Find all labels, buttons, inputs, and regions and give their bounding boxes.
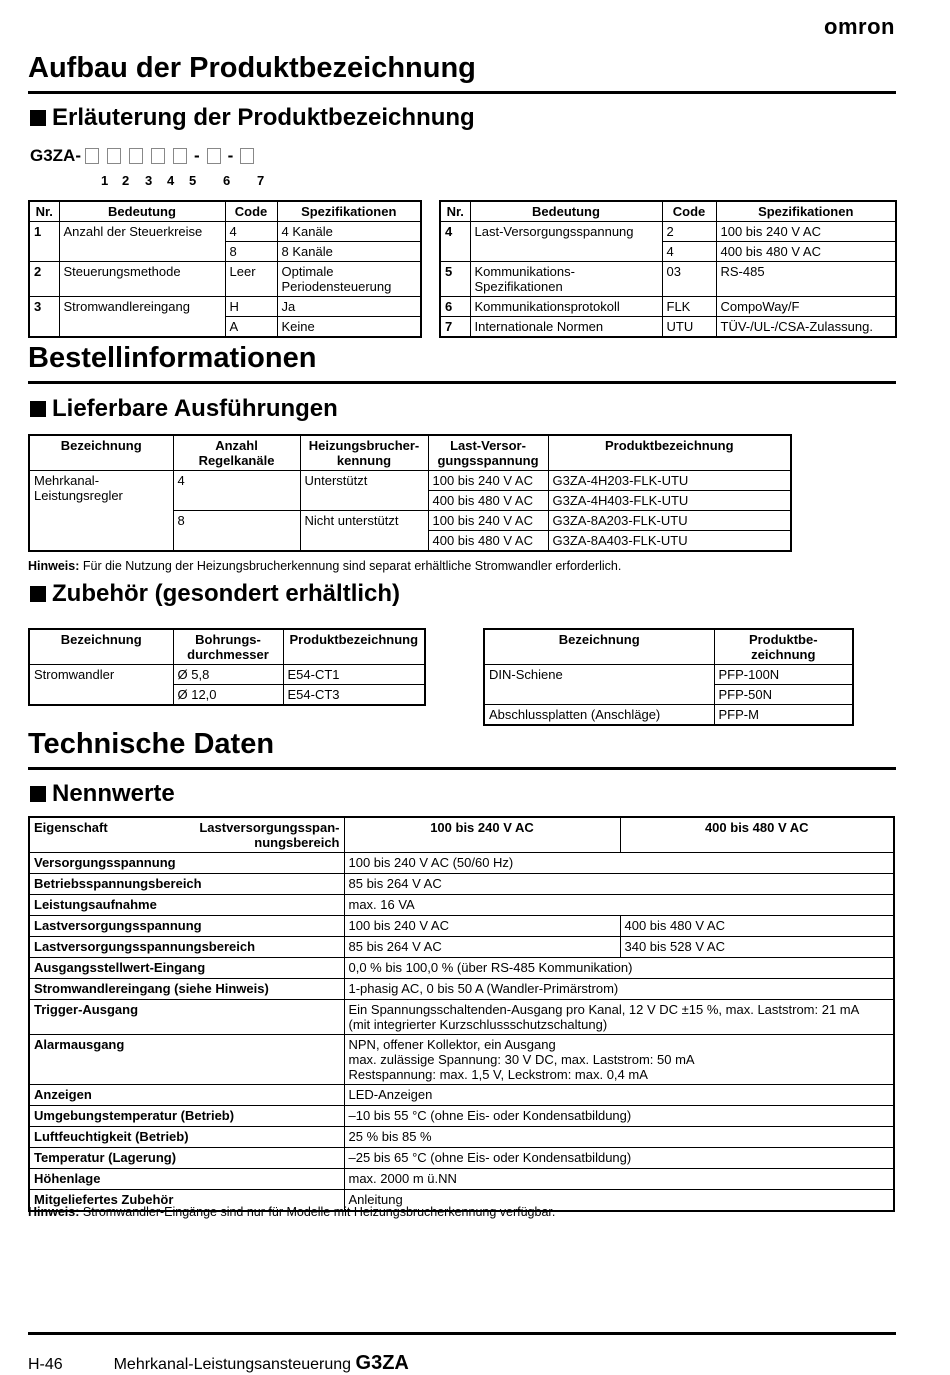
code-digit: 3	[145, 173, 153, 188]
col-header: Bohrungs-durchmesser	[173, 629, 283, 665]
property-label: Alarmausgang	[29, 1035, 344, 1085]
col-header: Spezifikationen	[716, 201, 896, 222]
property-value: 1-phasig AC, 0 bis 50 A (Wandler-Primärstrom)	[344, 979, 894, 1000]
section-title: Bestellinformationen	[28, 342, 317, 374]
property-label: Lastversorgungsspannung	[29, 916, 344, 937]
section-title: Technische Daten	[28, 728, 275, 760]
heading-text: Lieferbare Ausführungen	[52, 395, 338, 422]
table-row: 400 bis 480 V AC G3ZA-4H403-FLK-UTU	[29, 491, 791, 511]
code-table-right	[439, 200, 897, 338]
col-header: Bedeutung	[59, 201, 225, 222]
footer-model: G3ZA	[355, 1352, 409, 1374]
table-row: 8 Nicht unterstützt 100 bis 240 V AC G3ZA-8A203-FLK-UTU	[29, 511, 791, 531]
table-row	[29, 895, 894, 916]
table-row: Abschlussplatten (Anschläge) PFP-M	[484, 705, 853, 726]
table-row: 7 Internationale Normen UTU TÜV-/UL-/CSA-Zulassung.	[440, 317, 896, 338]
property-value: –25 bis 65 °C (ohne Eis- oder Kondensatbildung)	[344, 1148, 894, 1169]
col-header: 400 bis 480 V AC	[620, 817, 894, 853]
col-header: Bedeutung	[470, 201, 662, 222]
table-row	[29, 958, 894, 979]
heading-text: Erläuterung der Produktbezeichnung	[52, 104, 475, 131]
property-label: Mitgeliefertes Zubehör	[29, 1190, 344, 1212]
property-label: Lastversorgungsspannungsbereich	[29, 937, 344, 958]
property-label: Temperatur (Lagerung)	[29, 1148, 344, 1169]
table-row: 4 Last-Versorgungsspannung 2 100 bis 240 V AC	[440, 222, 896, 242]
col-header: Spezifikationen	[277, 201, 421, 222]
code-box	[107, 148, 121, 164]
property-value: 85 bis 264 V AC	[344, 937, 620, 958]
table-row: 6 Kommunikationsprotokoll FLK CompoWay/F	[440, 297, 896, 317]
nennwerte-note: Hinweis: Stromwandler-Eingänge sind nur für Modelle mit Heizungsbrucherkennung verfügbar.	[28, 1205, 556, 1219]
square-bullet-icon	[30, 401, 46, 417]
square-bullet-icon	[30, 110, 46, 126]
property-label: Anzeigen	[29, 1085, 344, 1106]
property-value: 100 bis 240 V AC (50/60 Hz)	[344, 853, 894, 874]
table-row	[29, 979, 894, 1000]
col-header: Bezeichnung	[29, 629, 173, 665]
property-value: 0,0 % bis 100,0 % (über RS-485 Kommunikation)	[344, 958, 894, 979]
property-label: Luftfeuchtigkeit (Betrieb)	[29, 1127, 344, 1148]
footer-rule	[28, 1332, 896, 1335]
property-label: Betriebsspannungsbereich	[29, 874, 344, 895]
table-row: 8 8 Kanäle	[29, 242, 421, 262]
col-header: Produktbezeichnung	[283, 629, 425, 665]
section-heading	[28, 580, 400, 608]
table-row	[29, 874, 894, 895]
property-value: 25 % bis 85 %	[344, 1127, 894, 1148]
nennwerte-table	[28, 816, 895, 1212]
table-row	[29, 1000, 894, 1035]
code-digit: 6	[223, 173, 231, 188]
property-value: Ein Spannungsschaltenden-Ausgang pro Kanal, 12 V DC ±15 %, max. Laststrom: 21 mA (mit integrierter Kurzschlussschutzschaltung)	[344, 1000, 894, 1035]
property-value: Anleitung	[344, 1190, 894, 1212]
property-value: NPN, offener Kollektor, ein Ausgang max. zulässige Spannung: 30 V DC, max. Laststrom: 50 mA Restspannung: max. 1,5 V, Leckstrom: max. 0,4 mA	[344, 1035, 894, 1085]
table-row	[29, 1127, 894, 1148]
code-box	[207, 148, 221, 164]
property-label: Trigger-Ausgang	[29, 1000, 344, 1035]
code-digit: 1	[101, 173, 109, 188]
table-row: 2 Steuerungsmethode Leer Optimale Periodensteuerung	[29, 262, 421, 297]
property-value: –10 bis 55 °C (ohne Eis- oder Kondensatbildung)	[344, 1106, 894, 1127]
col-header: Code	[662, 201, 716, 222]
code-box	[85, 148, 99, 164]
table-row: 3 Stromwandlereingang H Ja	[29, 297, 421, 317]
table-row: 400 bis 480 V AC G3ZA-8A403-FLK-UTU	[29, 531, 791, 552]
page-title: Aufbau der Produktbezeichnung	[28, 52, 476, 84]
property-value: max. 2000 m ü.NN	[344, 1169, 894, 1190]
model-prefix: G3ZA-	[30, 146, 81, 165]
model-code-pattern: G3ZA- - -	[30, 146, 258, 166]
col-header: Code	[225, 201, 277, 222]
table-row	[29, 1106, 894, 1127]
title-rule	[28, 91, 896, 94]
table-row	[29, 853, 894, 874]
table-row	[29, 1169, 894, 1190]
title-rule	[28, 381, 896, 384]
lieferbar-table	[28, 434, 792, 552]
table-row: 5 Kommunikations-Spezifikationen 03 RS-485	[440, 262, 896, 297]
code-digit: 2	[122, 173, 130, 188]
table-row	[29, 937, 894, 958]
property-label: Stromwandlereingang (siehe Hinweis)	[29, 979, 344, 1000]
col-header: Nr.	[29, 201, 59, 222]
footer-title: Mehrkanal-Leistungsansteuerung	[113, 1356, 352, 1373]
code-digit: 4	[167, 173, 175, 188]
col-header: Bezeichnung	[484, 629, 714, 665]
section-heading	[28, 780, 175, 808]
footer	[28, 1352, 409, 1375]
table-row: Stromwandler Ø 5,8 E54-CT1	[29, 665, 425, 685]
col-header: Anzahl Regelkanäle	[173, 435, 300, 471]
property-label: Leistungsaufnahme	[29, 895, 344, 916]
col-header: Heizungsbrucher-kennung	[300, 435, 428, 471]
table-row: PFP-50N	[484, 685, 853, 705]
code-box	[151, 148, 165, 164]
table-row	[29, 916, 894, 937]
table-row: DIN-Schiene PFP-100N	[484, 665, 853, 685]
table-row: Mehrkanal-Leistungsregler 4 Unterstützt 100 bis 240 V AC G3ZA-4H203-FLK-UTU	[29, 471, 791, 491]
section-heading	[28, 395, 338, 423]
zubehoer-table-left	[28, 628, 426, 706]
lieferbar-note: Hinweis: Für die Nutzung der Heizungsbrucherkennung sind separat erhältliche Stromwandler erforderlich.	[28, 559, 622, 573]
heading-text: Zubehör (gesondert erhältlich)	[52, 580, 401, 607]
code-box	[240, 148, 254, 164]
code-digit: 7	[257, 173, 265, 188]
header-eigenschaft: Eigenschaft Lastversorgungsspan-nungsbereich	[29, 817, 344, 853]
col-header: Produktbe-zeichnung	[714, 629, 853, 665]
table-row	[29, 1035, 894, 1085]
property-value: 340 bis 528 V AC	[620, 937, 894, 958]
property-value: 100 bis 240 V AC	[344, 916, 620, 937]
code-box	[129, 148, 143, 164]
property-label: Umgebungstemperatur (Betrieb)	[29, 1106, 344, 1127]
square-bullet-icon	[30, 586, 46, 602]
col-header: 100 bis 240 V AC	[344, 817, 620, 853]
omron-logo: omron	[824, 14, 895, 39]
table-row: Ø 12,0 E54-CT3	[29, 685, 425, 706]
table-row	[29, 1085, 894, 1106]
zubehoer-table-right	[483, 628, 854, 726]
property-label: Versorgungsspannung	[29, 853, 344, 874]
square-bullet-icon	[30, 786, 46, 802]
section-heading	[28, 104, 475, 132]
col-header: Bezeichnung	[29, 435, 173, 471]
property-value: max. 16 VA	[344, 895, 894, 916]
col-header: Last-Versor-gungsspannung	[428, 435, 548, 471]
table-row: 1 Anzahl der Steuerkreise 4 4 Kanäle	[29, 222, 421, 242]
heading-text: Nennwerte	[52, 780, 175, 807]
col-header: Produktbezeichnung	[548, 435, 791, 471]
property-label: Ausgangsstellwert-Eingang	[29, 958, 344, 979]
code-box	[173, 148, 187, 164]
property-value: 85 bis 264 V AC	[344, 874, 894, 895]
code-digit: 5	[189, 173, 197, 188]
code-table-left	[28, 200, 422, 338]
property-label: Höhenlage	[29, 1169, 344, 1190]
col-header: Nr.	[440, 201, 470, 222]
property-value: 400 bis 480 V AC	[620, 916, 894, 937]
table-row	[29, 1148, 894, 1169]
property-value: LED-Anzeigen	[344, 1085, 894, 1106]
title-rule	[28, 767, 896, 770]
page-number: H-46	[28, 1356, 63, 1373]
table-row: A Keine	[29, 317, 421, 338]
table-row: 4 400 bis 480 V AC	[440, 242, 896, 262]
